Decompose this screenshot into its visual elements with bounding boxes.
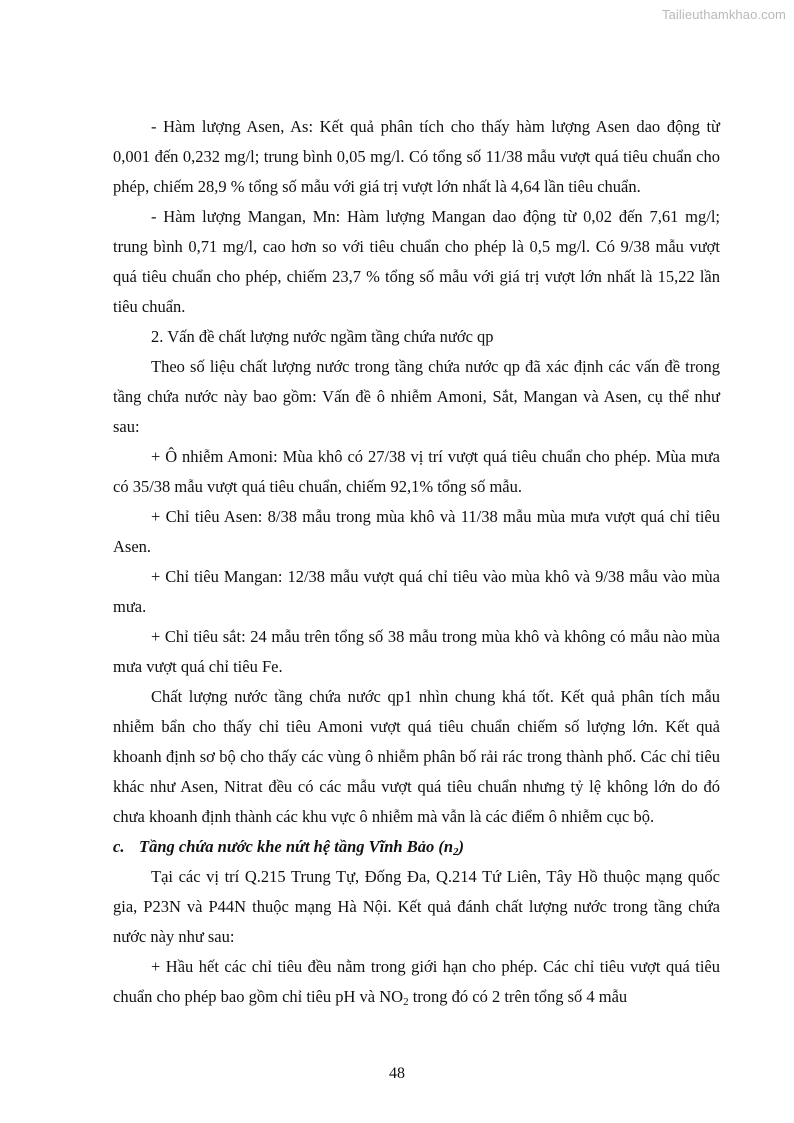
paragraph-mangan: - Hàm lượng Mangan, Mn: Hàm lượng Mangan dao động từ 0,02 đến 7,61 mg/l; trung bình 0,71 mg/l, cao hơn so với tiêu chuẩn cho phép là 0,5 mg/l. Có 9/38 mẫu vượt quá tiêu chuẩn cho phép, chiếm 23,7 % tổng số mẫu với giá trị vượt lớn nhất là 15,22 lần tiêu chuẩn. bbox=[113, 207, 720, 316]
paragraph-qp-intro: Theo số liệu chất lượng nước trong tầng chứa nước qp đã xác định các vấn đề trong tầng chứa nước này bao gồm: Vấn đề ô nhiễm Amoni, Sắt, Mangan và Asen, cụ thể như sau: bbox=[113, 357, 720, 436]
paragraph-qp1-summary: Chất lượng nước tầng chứa nước qp1 nhìn chung khá tốt. Kết quả phân tích mẫu nhiễm bẩn cho thấy chỉ tiêu Amoni vượt quá tiêu chuẩn chiếm số lượng lớn. Kết quả khoanh định sơ bộ cho thấy các vùng ô nhiễm phân bố rải rác trong thành phố. Các chỉ tiêu khác như Asen, Nitrat đều có các mẫu vượt quá tiêu chuẩn nhưng tỷ lệ không lớn do đó chưa khoanh định thành các khu vực ô nhiễm mà vẫn là các điểm ô nhiễm cục bộ. bbox=[113, 687, 720, 826]
heading-label: c. bbox=[113, 837, 125, 856]
heading-text: Tầng chứa nước khe nứt hệ tầng Vĩnh Bảo (n bbox=[139, 837, 454, 856]
subsection-heading-vinh-bao bbox=[113, 832, 720, 862]
paragraph-limits bbox=[113, 952, 720, 1012]
section-heading-qp: 2. Vấn đề chất lượng nước ngầm tầng chứa nước qp bbox=[151, 327, 494, 346]
paragraph-mangan-qp: + Chỉ tiêu Mangan: 12/38 mẫu vượt quá chỉ tiêu vào mùa khô và 9/38 mẫu vào mùa mưa. bbox=[113, 567, 720, 616]
limits-text-b: trong đó có 2 trên tổng số 4 mẫu bbox=[408, 987, 628, 1006]
paragraph-locations: Tại các vị trí Q.215 Trung Tự, Đống Đa, Q.214 Tứ Liên, Tây Hồ thuộc mạng quốc gia, P23N và P44N thuộc mạng Hà Nội. Kết quả đánh chất lượng nước trong tầng chứa nước này như sau: bbox=[113, 867, 720, 946]
paragraph-sat: + Chỉ tiêu sắt: 24 mẫu trên tổng số 38 mẫu trong mùa khô và không có mẫu nào mùa mưa vượt quá chỉ tiêu Fe. bbox=[113, 627, 720, 676]
page-number: 48 bbox=[389, 1065, 405, 1082]
limits-text-a: + Hầu hết các chỉ tiêu đều nằm trong giới hạn cho phép. Các chỉ tiêu vượt quá tiêu chuẩn cho phép bao gồm chỉ tiêu pH và NO bbox=[113, 957, 720, 1006]
heading-subscript: 2 bbox=[453, 846, 459, 858]
heading-close: ) bbox=[458, 837, 465, 856]
no2-subscript: 2 bbox=[403, 996, 409, 1008]
paragraph-asen-qp: + Chỉ tiêu Asen: 8/38 mẫu trong mùa khô và 11/38 mẫu mùa mưa vượt quá chỉ tiêu Asen. bbox=[113, 507, 720, 556]
document-body bbox=[113, 112, 720, 1012]
paragraph-amoni: + Ô nhiễm Amoni: Mùa khô có 27/38 vị trí vượt quá tiêu chuẩn cho phép. Mùa mưa có 35/38 mẫu vượt quá tiêu chuẩn, chiếm 92,1% tổng số mẫu. bbox=[113, 447, 720, 496]
paragraph-asen: - Hàm lượng Asen, As: Kết quả phân tích cho thấy hàm lượng Asen dao động từ 0,001 đến 0,232 mg/l; trung bình 0,05 mg/l. Có tổng số 11/38 mẫu vượt quá tiêu chuẩn cho phép, chiếm 28,9 % tổng số mẫu với giá trị vượt lớn nhất là 4,64 lần tiêu chuẩn. bbox=[113, 117, 720, 196]
watermark: Tailieuthamkhao.com bbox=[661, 7, 786, 22]
